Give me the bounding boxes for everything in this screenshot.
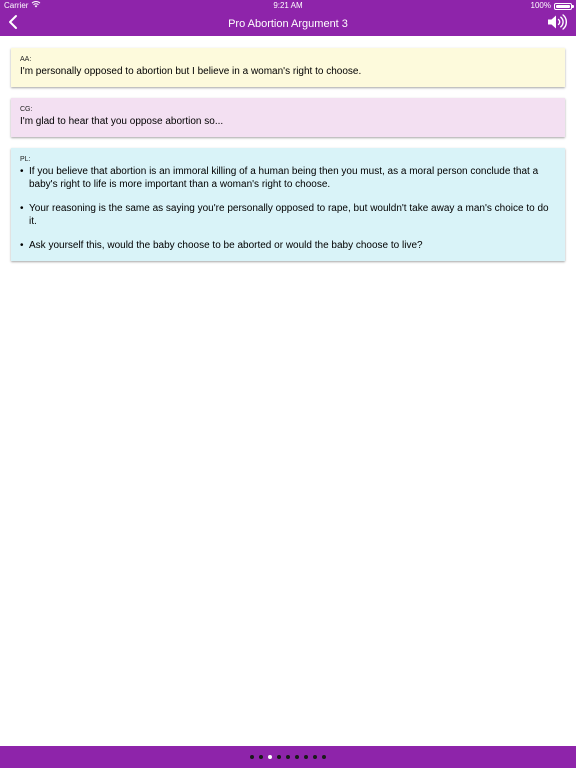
- speaker-button[interactable]: [546, 14, 568, 34]
- status-right: [531, 0, 572, 12]
- page-dot[interactable]: [295, 755, 299, 759]
- bullet-icon: •: [20, 166, 24, 177]
- status-time: 9:21 AM: [273, 1, 303, 10]
- dialogue-card-cg: [11, 98, 565, 137]
- speaker-icon: [547, 14, 567, 35]
- dialogue-card-aa: [11, 48, 565, 87]
- page-dot[interactable]: [286, 755, 290, 759]
- status-bar: [0, 0, 576, 12]
- battery-fill: [556, 5, 570, 8]
- bullet-text: Your reasoning is the same as saying you're personally opposed to rape, but wouldn't take away a man's choice to do it.: [29, 203, 549, 227]
- page-dot[interactable]: [304, 755, 308, 759]
- speaker-label: PL:: [20, 156, 31, 163]
- bullet-item: [20, 165, 556, 191]
- bullet-item: [20, 202, 556, 228]
- bullet-text: Ask yourself this, would the baby choose to be aborted or would the baby choose to live?: [29, 240, 423, 251]
- page-dot[interactable]: [259, 755, 263, 759]
- battery-icon: [554, 3, 572, 10]
- dialogue-card-pl: [11, 148, 565, 261]
- page-dot[interactable]: [277, 755, 281, 759]
- bullet-icon: •: [20, 240, 24, 251]
- bullet-item: [20, 239, 556, 252]
- speaker-label: AA:: [20, 56, 32, 63]
- dialogue-text: I'm glad to hear that you oppose abortion so...: [20, 116, 224, 127]
- dialogue-text: I'm personally opposed to abortion but I believe in a woman's right to choose.: [20, 66, 362, 77]
- page-dot-active[interactable]: [268, 755, 272, 759]
- page-dot[interactable]: [322, 755, 326, 759]
- page-dot[interactable]: [313, 755, 317, 759]
- bullet-icon: •: [20, 203, 24, 214]
- page-dot[interactable]: [250, 755, 254, 759]
- battery-percent: 100%: [530, 1, 551, 10]
- bullet-text: If you believe that abortion is an immoral killing of a human being then you must, as a moral person conclude that a baby's right to life is more important than a woman's right to choose.: [29, 166, 539, 190]
- speaker-label: CG:: [20, 106, 33, 113]
- page-title: Pro Abortion Argument 3: [228, 18, 348, 30]
- navigation-bar: [0, 12, 576, 36]
- top-bar: [0, 0, 576, 36]
- bottom-bar: [0, 746, 576, 768]
- dialogue-list: [11, 48, 565, 272]
- page-indicator[interactable]: [0, 746, 576, 768]
- carrier-label: Carrier: [4, 1, 29, 10]
